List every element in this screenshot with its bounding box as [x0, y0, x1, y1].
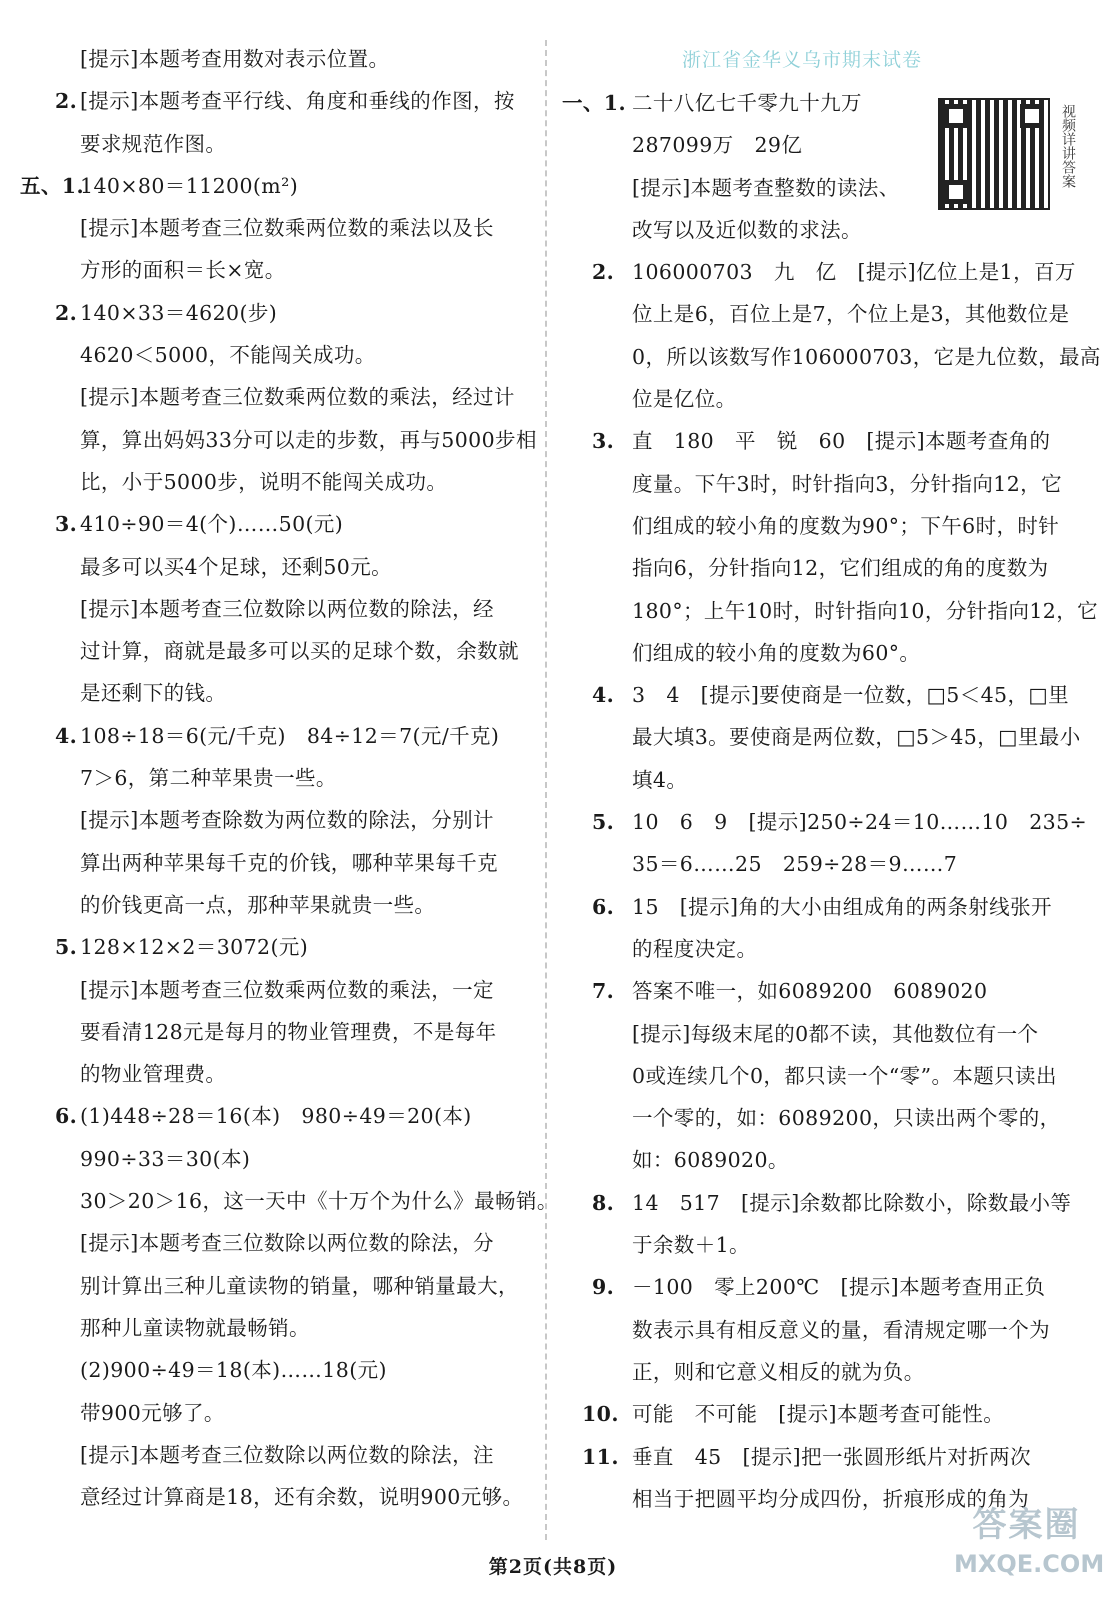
line-text: 于余数＋1。	[632, 1233, 750, 1258]
line-text: [提示]本题考查平行线、角度和垂线的作图，按	[80, 89, 515, 114]
line-text: 位上是6，百位上是7，个位上是3，其他数位是	[632, 302, 1070, 327]
right-line	[562, 1224, 1082, 1266]
line-text: [提示]本题考查三位数乘两位数的乘法，经过计	[80, 385, 515, 410]
left-line	[20, 1307, 535, 1349]
right-line	[562, 801, 1088, 843]
line-text: 35＝6……25 259÷28＝9……7	[632, 852, 958, 877]
item-number: 5.	[55, 935, 78, 960]
line-text: [提示]本题考查三位数乘两位数的乘法，一定	[80, 977, 494, 1002]
line-text: 140×33＝4620(步)	[80, 300, 278, 325]
line-text: 度量。下午3时，时针指向3，分针指向12，它	[632, 471, 1062, 496]
left-line	[20, 1138, 535, 1180]
item-number: 五、1.	[20, 173, 85, 198]
item-number: 5.	[592, 810, 615, 835]
line-text: 0或连续几个0，都只读一个“零”。本题只读出	[632, 1063, 1057, 1088]
right-line	[562, 1182, 1082, 1224]
line-text: 可能 不可能 [提示]本题考查可能性。	[632, 1402, 1005, 1427]
item-number: 11.	[582, 1444, 619, 1469]
line-text: [提示]本题考查除数为两位数的除法，分别计	[80, 808, 494, 833]
item-number: 4.	[55, 723, 78, 748]
line-text: 二十八亿七千零九十九万	[632, 91, 862, 115]
line-text: －100 零上200℃ [提示]本题考查用正负	[632, 1275, 1046, 1300]
line-text: 算出两种苹果每千克的价钱，哪种苹果每千克	[80, 850, 498, 875]
line-text: 填4。	[632, 767, 688, 792]
right-line	[562, 1351, 1082, 1393]
line-text: 4620＜5000，不能闯关成功。	[80, 343, 376, 368]
item-number: 4.	[592, 683, 615, 708]
line-text: 一个零的，如：6089200，只读出两个零的，	[632, 1106, 1061, 1131]
right-line	[562, 632, 1082, 674]
left-line	[20, 249, 535, 291]
left-column	[20, 38, 558, 1518]
left-line	[20, 1434, 535, 1476]
right-line	[562, 716, 1082, 758]
item-number: 3.	[55, 512, 78, 537]
line-text: 的价钱更高一点，那种苹果就贵一些。	[80, 892, 436, 917]
right-line	[562, 759, 1082, 801]
left-line	[20, 376, 535, 418]
line-text: 990÷33＝30(本)	[80, 1146, 251, 1171]
left-line	[20, 672, 535, 714]
watermark-url: MXQE.COM	[954, 1550, 1105, 1578]
qr-label: 视频详讲答案	[1060, 104, 1076, 188]
right-line	[562, 1013, 1082, 1055]
right-line	[562, 1266, 1082, 1308]
line-text: [提示]本题考查三位数除以两位数的除法，分	[80, 1231, 494, 1256]
line-text: 数表示具有相反意义的量，看清规定哪一个为	[632, 1317, 1050, 1342]
left-line	[20, 1476, 535, 1518]
item-number: 2.	[55, 300, 78, 325]
line-text: 最大填3。要使商是两位数，□5＞45，□里最小	[632, 725, 1081, 750]
right-line	[562, 420, 1082, 462]
line-text: 位是亿位。	[632, 387, 737, 412]
line-text: 改写以及近似数的求法。	[632, 217, 862, 242]
line-text: 3 4 [提示]要使商是一位数，□5＜45，□里	[632, 683, 1070, 708]
line-text: 7＞6，第二种苹果贵一些。	[80, 766, 337, 791]
left-line	[20, 165, 535, 207]
line-text: 那种儿童读物就最畅销。	[80, 1315, 310, 1340]
right-line	[562, 1055, 1082, 1097]
left-line	[20, 292, 535, 334]
line-text: 10 6 9 [提示]250÷24＝10……10 235÷	[632, 810, 1088, 835]
right-line	[562, 1139, 1082, 1181]
item-number: 6.	[592, 894, 615, 919]
left-line	[20, 38, 535, 80]
left-line	[20, 334, 535, 376]
line-text: 410÷90＝4(个)……50(元)	[80, 512, 344, 537]
item-number: 8.	[592, 1190, 615, 1215]
qr-code-icon[interactable]	[938, 98, 1050, 210]
line-text: 要看清128元是每月的物业管理费，不是每年	[80, 1019, 497, 1044]
left-line	[20, 588, 535, 630]
right-line	[562, 1309, 1082, 1351]
right-line	[562, 1436, 1082, 1478]
line-text: 287099万 29亿	[632, 133, 803, 158]
line-text: [提示]本题考查三位数除以两位数的除法，经	[80, 596, 494, 621]
line-text: 108÷18＝6(元/千克) 84÷12＝7(元/千克)	[80, 723, 500, 748]
right-line	[562, 674, 1082, 716]
right-line	[562, 209, 1082, 251]
line-text: 30＞20＞16，这一天中《十万个为什么》最畅销。	[80, 1189, 558, 1214]
line-text: 答案不唯一，如6089200 6089020	[632, 979, 988, 1004]
line-text: 带900元够了。	[80, 1400, 225, 1425]
right-line	[562, 970, 1082, 1012]
item-number: 3.	[592, 429, 615, 454]
right-column	[562, 38, 1101, 1520]
line-text: [提示]本题考查用数对表示位置。	[80, 47, 390, 71]
left-line	[20, 969, 535, 1011]
left-line	[20, 715, 535, 757]
right-line	[562, 293, 1082, 335]
watermark-cn: 答案圈	[972, 1505, 1081, 1545]
right-line	[562, 928, 1082, 970]
line-text: [提示]本题考查整数的读法、	[632, 175, 900, 200]
left-line	[20, 1349, 535, 1391]
item-number: 一、1.	[562, 91, 627, 115]
line-text: 比，小于5000步，说明不能闯关成功。	[80, 469, 448, 494]
line-text: 14 517 [提示]余数都比除数小，除数最小等	[632, 1190, 1072, 1215]
line-text: 意经过计算商是18，还有余数，说明900元够。	[80, 1485, 524, 1510]
right-line	[562, 590, 1099, 632]
line-text: 180°；上午10时，时针指向10，分针指向12，它	[632, 598, 1099, 623]
left-line	[20, 1095, 535, 1137]
line-text: 算，算出妈妈33分可以走的步数，再与5000步相	[80, 427, 537, 452]
exam-title: 浙江省金华义乌市期末试卷	[681, 49, 922, 71]
left-line	[20, 1222, 535, 1264]
right-line	[562, 505, 1082, 547]
right-line	[562, 463, 1082, 505]
line-text: [提示]本题考查三位数除以两位数的除法，注	[80, 1442, 494, 1467]
column-divider	[545, 40, 547, 1540]
left-line	[20, 757, 535, 799]
left-line	[20, 1053, 535, 1095]
line-text: 的物业管理费。	[80, 1062, 227, 1087]
item-number: 7.	[592, 979, 615, 1004]
line-text: 是还剩下的钱。	[80, 681, 227, 706]
line-text: 过计算，商就是最多可以买的足球个数，余数就	[80, 639, 519, 664]
left-line	[20, 630, 535, 672]
line-text: 直 180 平 锐 60 [提示]本题考查角的	[632, 429, 1051, 454]
item-number: 6.	[55, 1104, 78, 1129]
line-text: 正，则和它意义相反的就为负。	[632, 1359, 925, 1384]
watermark-logo	[954, 1500, 1105, 1592]
line-text: 140×80＝11200(m²)	[80, 173, 299, 198]
right-line	[562, 336, 1101, 378]
line-text: 106000703 九 亿 [提示]亿位上是1，百万	[632, 260, 1076, 285]
line-text: 别计算出三种儿童读物的销量，哪种销量最大，	[80, 1273, 519, 1298]
left-line	[20, 1011, 535, 1053]
line-text: 15 [提示]角的大小由组成角的两条射线张开	[632, 894, 1052, 919]
left-line	[20, 799, 535, 841]
line-text: (1)448÷28＝16(本) 980÷49＝20(本)	[80, 1104, 472, 1129]
line-text: 要求规范作图。	[80, 131, 227, 156]
left-line	[20, 80, 535, 122]
item-number: 9.	[592, 1275, 615, 1300]
line-text: 的程度决定。	[632, 936, 758, 961]
line-text: 们组成的较小角的度数为60°。	[632, 640, 921, 665]
item-number: 10.	[582, 1402, 619, 1427]
right-line	[562, 1097, 1082, 1139]
left-line	[20, 842, 535, 884]
left-line	[20, 926, 535, 968]
line-text: 相当于把圆平均分成四份，折痕形成的角为	[632, 1486, 1030, 1511]
right-line	[562, 547, 1082, 589]
line-text: 0，所以该数写作106000703，它是九位数，最高	[632, 344, 1101, 369]
right-line	[562, 886, 1082, 928]
line-text: 如：6089020。	[632, 1148, 789, 1173]
page-number: 第2页(共8页)	[488, 1556, 618, 1578]
right-line	[562, 251, 1082, 293]
line-text: 垂直 45 [提示]把一张圆形纸片对折两次	[632, 1444, 1031, 1469]
left-line	[20, 884, 535, 926]
line-text: 128×12×2＝3072(元)	[80, 935, 309, 960]
line-text: 最多可以买4个足球，还剩50元。	[80, 554, 393, 579]
left-line	[20, 419, 535, 461]
left-line	[20, 123, 535, 165]
item-number: 2.	[592, 260, 615, 285]
left-line	[20, 207, 535, 249]
line-text: [提示]本题考查三位数乘两位数的乘法以及长	[80, 216, 494, 241]
line-text: 方形的面积＝长×宽。	[80, 258, 286, 283]
left-line	[20, 546, 535, 588]
right-line	[562, 378, 1082, 420]
line-text: 们组成的较小角的度数为90°；下午6时，时针	[632, 513, 1060, 538]
line-text: [提示]每级末尾的0都不读，其他数位有一个	[632, 1021, 1039, 1046]
left-line	[20, 1180, 558, 1222]
line-text: (2)900÷49＝18(本)……18(元)	[80, 1358, 387, 1383]
left-line	[20, 1392, 535, 1434]
left-line	[20, 461, 535, 503]
right-line	[562, 843, 1082, 885]
left-line	[20, 1265, 535, 1307]
item-number: 2.	[55, 89, 78, 114]
right-line	[562, 1393, 1082, 1435]
left-line	[20, 503, 535, 545]
line-text: 指向6，分针指向12，它们组成的角的度数为	[632, 556, 1049, 581]
